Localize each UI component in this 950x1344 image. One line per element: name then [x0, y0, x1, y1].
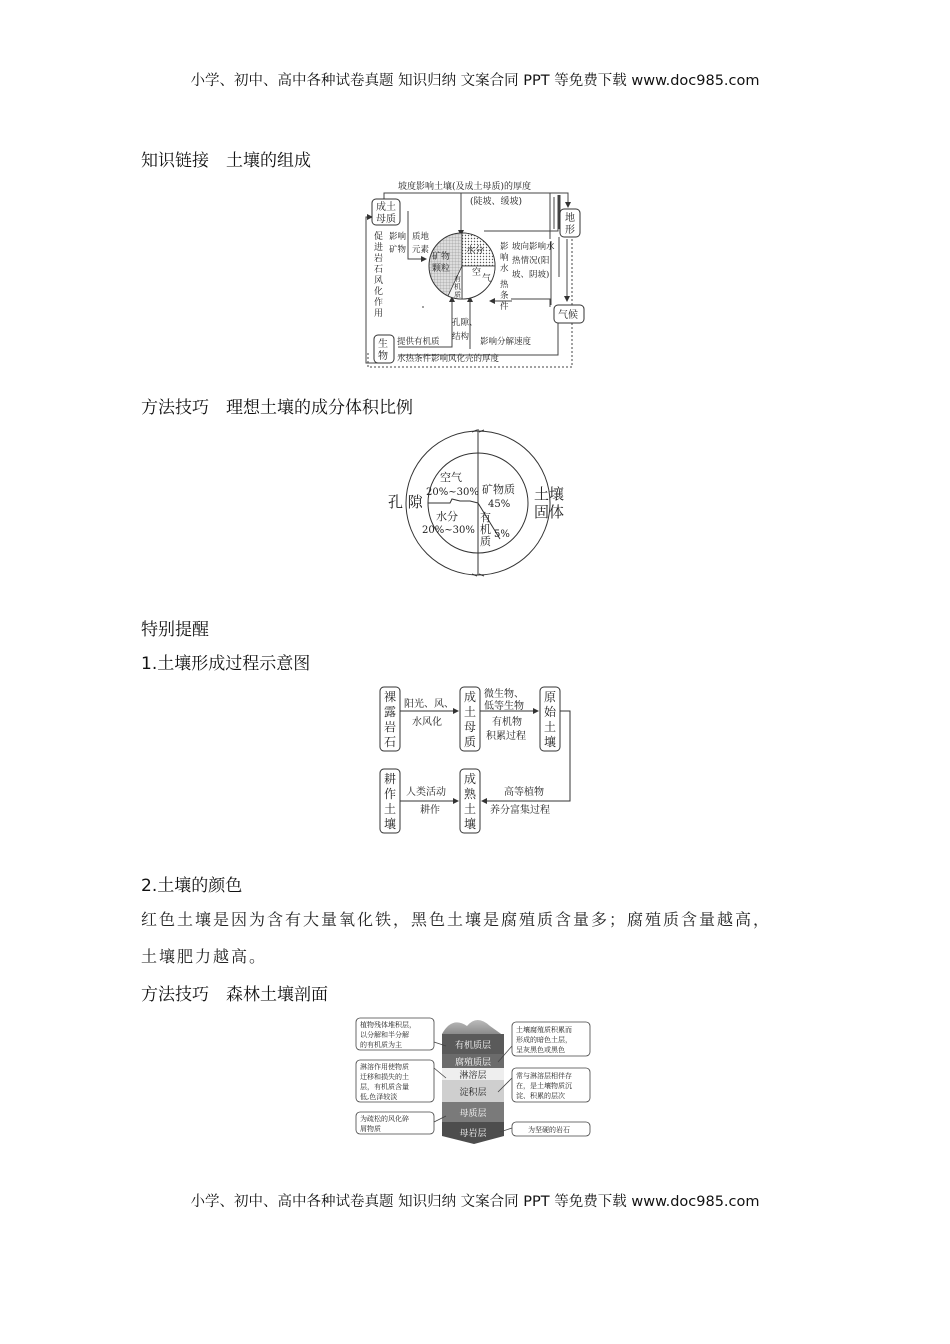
svg-text:热: 热 — [500, 280, 509, 290]
svg-text:微生物、: 微生物、 — [484, 689, 524, 700]
svg-text:常与淋溶层相伴存: 常与淋溶层相伴存 — [516, 1072, 572, 1080]
svg-text:响: 响 — [500, 253, 509, 263]
section-title-soil-composition: 知识链接 土壤的组成 — [141, 151, 311, 171]
svg-text:积累过程: 积累过程 — [486, 731, 526, 742]
svg-text:水分: 水分 — [466, 246, 485, 256]
svg-text:母: 母 — [464, 720, 477, 734]
svg-text:人类活动: 人类活动 — [406, 787, 446, 798]
svg-text:土: 土 — [464, 802, 477, 816]
svg-text:坡、阴坡): 坡、阴坡) — [512, 270, 550, 280]
ideal-soil-ratio-diagram — [382, 427, 582, 579]
svg-text:土壤腐殖质积累而: 土壤腐殖质积累而 — [516, 1026, 572, 1034]
svg-text:母质层: 母质层 — [459, 1109, 487, 1119]
soil-profile-column — [442, 1020, 504, 1144]
label-pore: 孔 隙 — [388, 493, 423, 511]
svg-text:空: 空 — [472, 268, 482, 278]
svg-text:进: 进 — [374, 243, 384, 253]
svg-text:岩: 岩 — [384, 720, 397, 734]
svg-text:矿物: 矿物 — [389, 245, 407, 255]
svg-text:壤: 壤 — [464, 817, 477, 831]
svg-text:阳光、风、: 阳光、风、 — [404, 699, 454, 710]
svg-text:土: 土 — [464, 705, 477, 719]
soil-composition-circle — [429, 233, 495, 299]
svg-text:孔隙、: 孔隙、 — [452, 318, 478, 328]
svg-text:低等生物: 低等生物 — [484, 701, 524, 712]
svg-text:水分: 水分 — [436, 510, 458, 523]
svg-text:养分富集过程: 养分富集过程 — [490, 805, 550, 816]
svg-text:的有机质为主: 的有机质为主 — [360, 1041, 402, 1049]
label-soil-solid-2: 固体 — [534, 503, 565, 521]
svg-text:矿物: 矿物 — [432, 252, 451, 262]
forest-soil-profile-diagram — [352, 1012, 598, 1144]
svg-text:裸: 裸 — [384, 690, 397, 704]
box-climate — [554, 305, 584, 323]
svg-text:以分解和半分解: 以分解和半分解 — [360, 1031, 409, 1039]
box-parent-material — [372, 199, 400, 225]
label-slope-type: (陡坡、缓坡) — [470, 197, 523, 207]
svg-text:形: 形 — [565, 225, 575, 236]
svg-text:层，有机质含量: 层，有机质含量 — [360, 1083, 409, 1091]
svg-text:淋溶作用使物质: 淋溶作用使物质 — [360, 1063, 409, 1071]
svg-text:在，是土壤物质沉: 在，是土壤物质沉 — [516, 1082, 572, 1090]
svg-text:20%~30%: 20%~30% — [422, 525, 475, 536]
svg-text:淀积层: 淀积层 — [459, 1088, 487, 1098]
svg-text:土: 土 — [384, 802, 397, 816]
svg-text:成: 成 — [464, 690, 477, 704]
svg-text:机: 机 — [454, 283, 461, 291]
svg-text:水风化: 水风化 — [412, 717, 442, 728]
section-title-ideal-soil-ratio: 方法技巧 理想土壤的成分体积比例 — [141, 398, 413, 418]
svg-text:淀、积累的层次: 淀、积累的层次 — [516, 1092, 565, 1100]
box-organisms — [374, 335, 394, 363]
svg-text:有机物: 有机物 — [492, 717, 522, 728]
section-title-forest-soil-profile: 方法技巧 森林土壤剖面 — [141, 985, 328, 1005]
page-header: 小学、初中、高中各种试卷真题 知识归纳 文案合同 PPT 等免费下载 www.doc985.com — [190, 73, 760, 89]
svg-text:影响分解速度: 影响分解速度 — [480, 337, 532, 347]
svg-text:风: 风 — [374, 276, 384, 286]
svg-text:物: 物 — [378, 351, 388, 362]
page-footer: 小学、初中、高中各种试卷真题 知识归纳 文案合同 PPT 等免费下载 www.doc985.com — [190, 1194, 760, 1210]
svg-text:热情况(阳: 热情况(阳 — [512, 256, 550, 266]
svg-text:有机质层: 有机质层 — [454, 1041, 492, 1051]
svg-text:熟: 熟 — [464, 787, 477, 801]
svg-text:岩: 岩 — [374, 254, 384, 264]
svg-text:影响: 影响 — [389, 232, 407, 242]
svg-text:生: 生 — [378, 339, 388, 350]
svg-text:作: 作 — [374, 298, 384, 308]
svg-text:促: 促 — [374, 232, 384, 242]
svg-text:地: 地 — [565, 213, 575, 224]
svg-text:作: 作 — [384, 787, 397, 801]
svg-text:提供有机质: 提供有机质 — [397, 337, 440, 347]
svg-text:石: 石 — [384, 735, 397, 749]
svg-text:元素: 元素 — [412, 245, 430, 255]
svg-text:质: 质 — [480, 535, 491, 548]
paragraph-soil-color-line2: 土壤肥力越高。 — [141, 947, 268, 966]
svg-text:高等植物: 高等植物 — [504, 787, 544, 798]
svg-text:露: 露 — [384, 705, 397, 719]
svg-text:质: 质 — [464, 735, 477, 749]
svg-text:用: 用 — [374, 309, 384, 319]
label-soil-solid-1: 土壤 — [534, 485, 565, 503]
svg-text:为疏松的风化碎: 为疏松的风化碎 — [360, 1115, 409, 1123]
svg-text:水: 水 — [500, 264, 509, 274]
svg-text:20%~30%: 20%~30% — [426, 487, 479, 498]
svg-text:矿物质: 矿物质 — [482, 483, 515, 496]
svg-text:屑物质: 屑物质 — [360, 1125, 381, 1133]
svg-text:条: 条 — [500, 291, 509, 301]
svg-text:母岩层: 母岩层 — [459, 1129, 487, 1139]
svg-text:坡向影响水: 坡向影响水 — [512, 242, 555, 252]
svg-text:空气: 空气 — [440, 471, 462, 484]
svg-text:气候: 气候 — [558, 310, 578, 321]
svg-text:始: 始 — [544, 705, 557, 719]
svg-text:结构: 结构 — [452, 332, 470, 342]
svg-text:5%: 5% — [494, 529, 510, 540]
svg-text:颗粒: 颗粒 — [432, 264, 451, 274]
svg-text:机: 机 — [480, 523, 491, 536]
svg-text:有: 有 — [480, 511, 491, 524]
svg-text:低,色泽较淡: 低,色泽较淡 — [360, 1093, 398, 1101]
svg-text:有: 有 — [454, 275, 461, 283]
subheading-soil-formation: 1.土壤形成过程示意图 — [141, 654, 311, 674]
label-water-heat-vertical — [500, 241, 509, 312]
svg-text:原: 原 — [544, 690, 557, 704]
svg-text:水热条件影响风化壳的厚度: 水热条件影响风化壳的厚度 — [397, 354, 500, 364]
svg-text:呈灰黑色或黑色: 呈灰黑色或黑色 — [516, 1046, 565, 1054]
subheading-soil-color: 2.土壤的颜色 — [141, 876, 243, 896]
svg-text:迁移和损失的土: 迁移和损失的土 — [360, 1073, 409, 1081]
svg-text:影: 影 — [500, 242, 509, 252]
svg-text:件: 件 — [500, 302, 509, 312]
svg-text:石: 石 — [374, 265, 384, 275]
svg-text:形成的暗色土层，: 形成的暗色土层， — [516, 1036, 572, 1044]
soil-composition-diagram — [362, 177, 590, 369]
svg-text:壤: 壤 — [544, 735, 557, 749]
svg-text:腐殖质层: 腐殖质层 — [454, 1058, 492, 1068]
svg-text:植物残体堆积层，: 植物残体堆积层， — [360, 1021, 416, 1029]
svg-text:淋溶层: 淋溶层 — [459, 1071, 487, 1081]
section-title-special-reminder: 特别提醒 — [141, 620, 209, 640]
soil-formation-process-diagram — [372, 683, 578, 839]
svg-text:45%: 45% — [488, 499, 511, 510]
svg-text:耕作: 耕作 — [420, 805, 440, 816]
svg-text:成土: 成土 — [376, 202, 396, 213]
box-terrain — [560, 209, 580, 237]
svg-text:耕: 耕 — [384, 772, 397, 786]
label-weathering-vertical — [374, 231, 383, 319]
svg-text:壤: 壤 — [384, 817, 397, 831]
paragraph-soil-color-line1: 红色土壤是因为含有大量氧化铁，黑色土壤是腐殖质含量多；腐殖质含量越高， — [141, 910, 772, 929]
svg-text:为坚硬的岩石: 为坚硬的岩石 — [528, 1126, 570, 1134]
svg-text:成: 成 — [464, 772, 477, 786]
label-slope-thickness: 坡度影响土壤(及成土母质)的厚度 — [398, 182, 532, 192]
svg-text:化: 化 — [374, 287, 384, 297]
svg-text:母质: 母质 — [376, 214, 396, 225]
svg-text:气: 气 — [482, 274, 492, 284]
svg-text:土: 土 — [544, 720, 557, 734]
svg-text:质地: 质地 — [412, 232, 430, 242]
svg-text:质: 质 — [454, 291, 461, 299]
